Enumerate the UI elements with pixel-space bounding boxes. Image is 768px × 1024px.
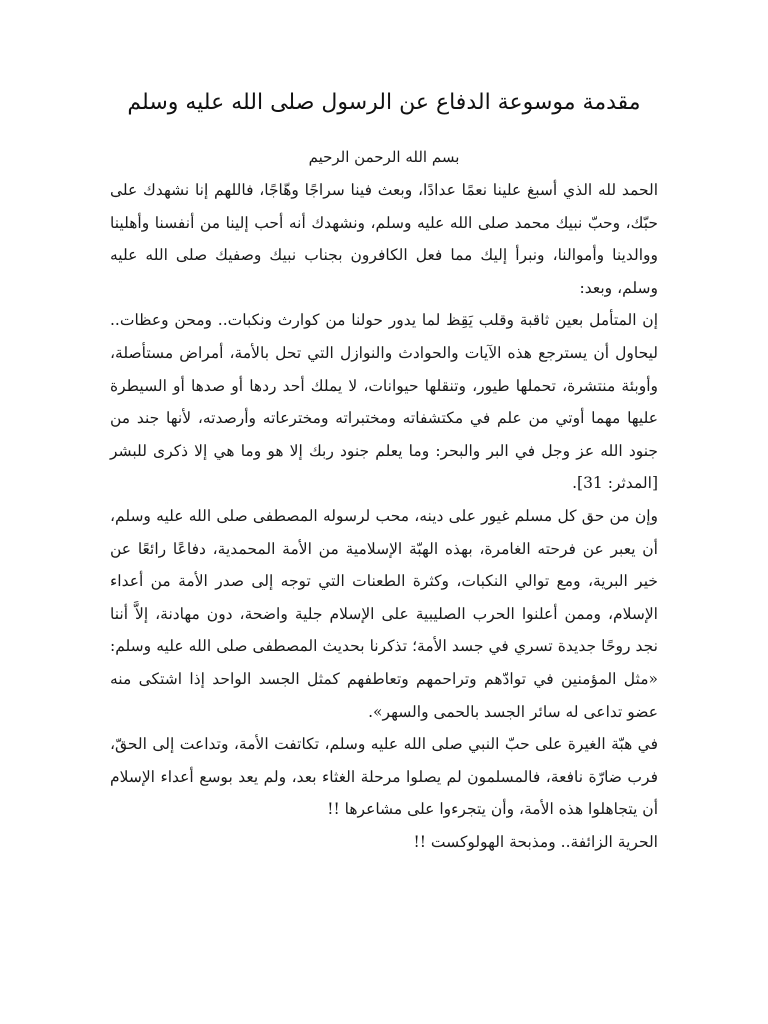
paragraph-unity: في هبّة الغيرة على حبّ النبي صلى الله عليه وسلم، تكاتفت الأمة، وتداعت إلى الحقّ، فرب ضارّة نافعة، فالمسلمون لم يصلوا مرحلة الغثاء بعد، ولم يعد بوسع أعداء الإسلام أن يتجاهلوا هذه الأمة، وأن يتجرءوا على مشاعرها !! [110, 735, 658, 819]
paragraph-opening: الحمد لله الذي أسبغ علينا نعمًا عدادًا، وبعث فينا سراجًا وهّاجًا، فاللهم إنا نشهدك على حبّك، وحبّ نبيك محمد صلى الله عليه وسلم، ونشهدك أنه أحب إلينا من أنفسنا وأهلينا ووالدينا وأموالنا، ونبرأ إليك مما فعل الكافرون بجناب نبيك وصفيك صلى الله عليه وسلم، وبعد: [110, 181, 658, 297]
paragraph-duty: وإن من حق كل مسلم غيور على دينه، محب لرسوله المصطفى صلى الله عليه وسلم، أن يعبر عن فرحته الغامرة، بهذه الهبّة الإسلامية من الأمة المحمدية، دفاعًا رائعًا عن خير البرية، ومع توالي النكبات، وكثرة الطعنات التي توجه إلى صدر الأمة من أعداء الإسلام، وممن أعلنوا الحرب الصليبية على الإسلام جلية واضحة، دون مهادنة، إلاَّ أننا نجد روحًا جديدة تسري في جسد الأمة؛ تذكرنا بحديث المصطفى صلى الله عليه وسلم: «مثل المؤمنين في توادّهم وتراحمهم وتعاطفهم كمثل الجسد الواحد إذا اشتكى منه عضو تداعى له سائر الجسد بالحمى والسهر». [110, 506, 658, 721]
page-title: مقدمة موسوعة الدفاع عن الرسول صلى الله عليه وسلم [127, 90, 641, 115]
basmala-line: بسم الله الرحمن الرحيم [308, 148, 460, 166]
section-heading-freedom: الحرية الزائفة.. ومذبحة الهولوكست !! [413, 832, 658, 851]
paragraph-reflection: إن المتأمل بعين ثاقبة وقلب يَقِظ لما يدور حولنا من كوارث ونكبات.. ومحن وعظات.. ليحاول أن يسترجع هذه الآيات والحوادث والنوازل التي تحل بالأمة، أمراض مستأصلة، وأوبئة منتشرة، تحملها طيور، وتنقلها حيوانات، لا يملك أحد ردها أو صدها أو السيطرة عليها مهما أوتي من علم في مكتشفاته ومختبراته ومخترعاته وأرصدته، لأنها جند من جنود الله عز وجل في البر والبحر: وما يعلم جنود ربك إلا هو وما هي إلا ذكرى للبشر [المدثر: 31]. [110, 311, 658, 493]
